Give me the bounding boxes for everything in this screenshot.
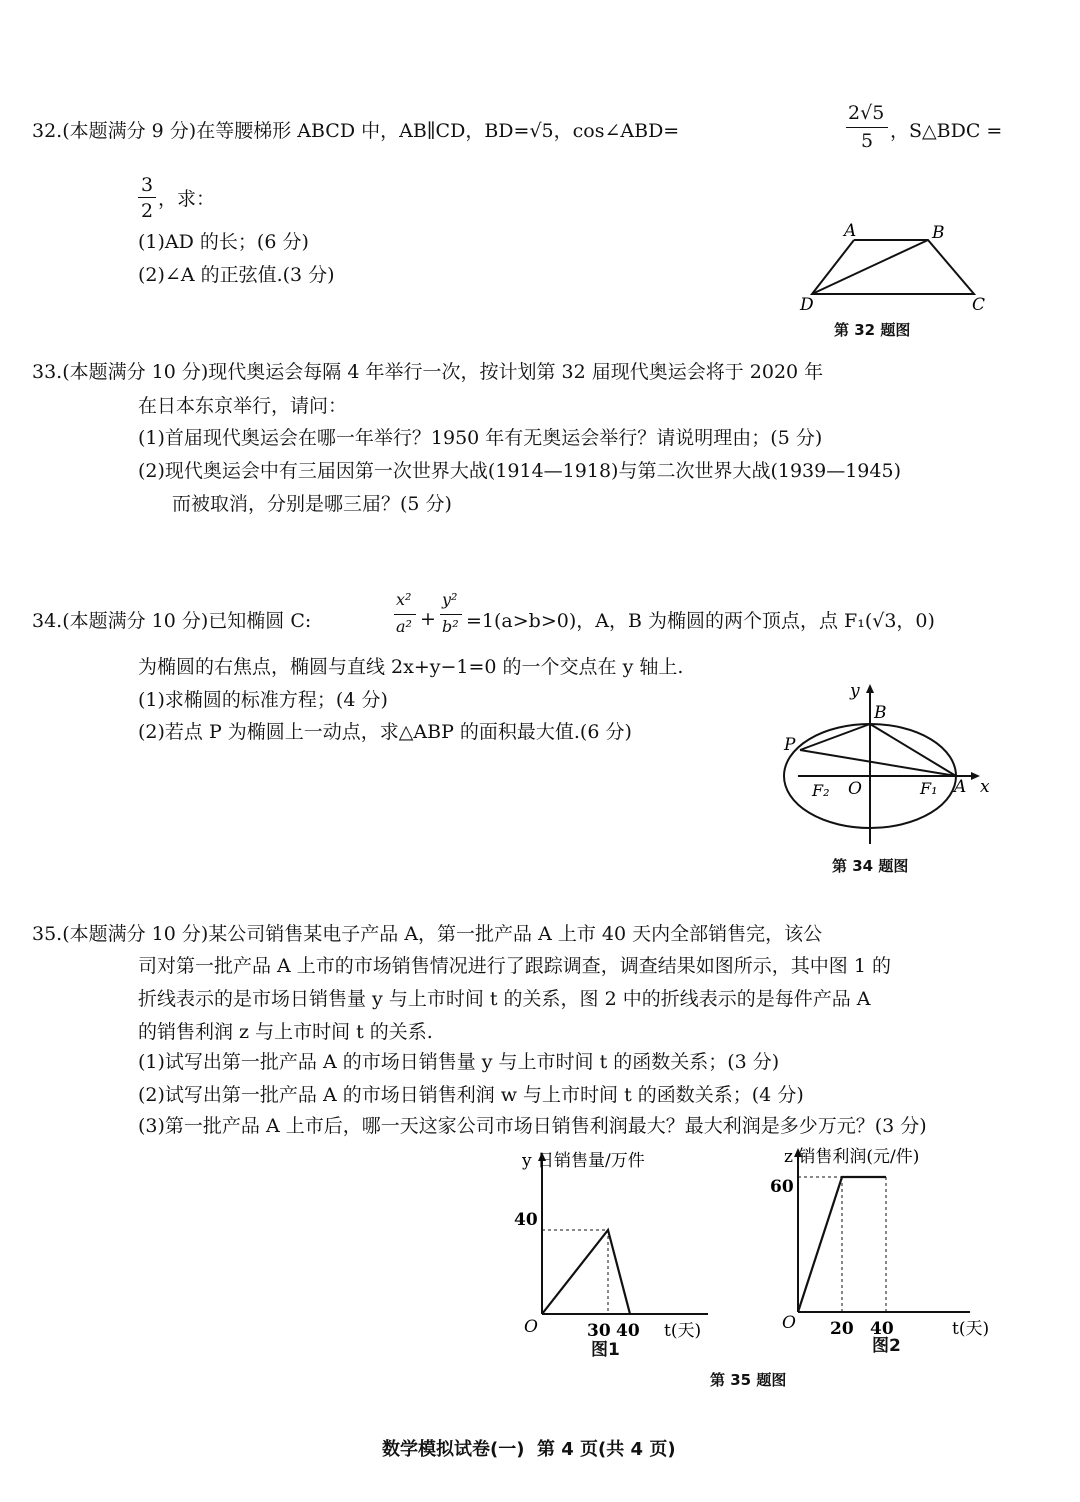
q32-frac2-den: 2 [141, 200, 154, 222]
q33-part2-cont: 而被取消，分别是哪三届？(5 分) [172, 493, 452, 515]
q34-caption: 第 34 题图 [832, 857, 909, 875]
q34-frac-y-den: b² [442, 617, 459, 636]
q34-frac-x-den: a² [396, 617, 412, 636]
q32-stem: 32.(本题满分 9 分)在等腰梯形 ABCD 中，AB∥CD，BD=√5，cos∠ABD= [32, 120, 680, 142]
chart1-origin: O [524, 1317, 538, 1337]
q34-line1b: =1(a>b>0)，A，B 为椭圆的两个顶点，点 F₁(√3，0) [466, 610, 935, 632]
q34-line1a: 34.(本题满分 10 分)已知椭圆 C: [32, 610, 312, 632]
q35-part1: (1)试写出第一批产品 A 的市场日销售量 y 与上市时间 t 的函数关系；(3 分) [138, 1051, 780, 1073]
q32-line1 [32, 122, 679, 141]
chart1-xtick-40: 40 [616, 1321, 640, 1341]
q33-line2: 在日本东京举行，请问： [138, 395, 348, 417]
q35-line3: 折线表示的是市场日销售量 y 与上市时间 t 的关系，图 2 中的折线表示的是每件产品 A [138, 988, 871, 1010]
q34-label-f2: F₂ [812, 781, 830, 800]
q34-label-o: O [848, 779, 862, 799]
q33-line1: 33.(本题满分 10 分)现代奥运会每隔 4 年举行一次，按计划第 32 届现代奥运会将于 2020 年 [32, 361, 824, 383]
chart1-ytick: 40 [514, 1210, 538, 1230]
q32-label-a: A [844, 221, 857, 241]
q32-diagonal-bd [812, 240, 928, 294]
q34-frac-y-num: y² [442, 590, 458, 609]
q34-plus: + [420, 608, 436, 630]
q34-frac-x-bar [394, 614, 416, 615]
q35-line2: 司对第一批产品 A 上市的市场销售情况进行了跟踪调查，调查结果如图所示，其中图 1 的 [138, 955, 891, 977]
q35-line4: 的销售利润 z 与上市时间 t 的关系. [138, 1021, 433, 1043]
q32-label-d: D [800, 295, 814, 315]
q32-part2: (2)∠A 的正弦值.(3 分) [138, 264, 335, 286]
q32-label-c: C [972, 295, 986, 315]
q34-line2: 为椭圆的右焦点，椭圆与直线 2x+y−1=0 的一个交点在 y 轴上. [138, 656, 684, 678]
q32-area-label: ，S△BDC = [890, 120, 1003, 142]
q34-label-x: x [980, 777, 990, 797]
q35-part3: (3)第一批产品 A 上市后，哪一天这家公司市场日销售利润最大？最大利润是多少万元？(3 分) [138, 1115, 927, 1137]
q35-fig1-caption: 图1 [591, 1340, 620, 1360]
q32-frac-den: 5 [861, 130, 874, 152]
chart2-origin: O [782, 1313, 796, 1333]
q32-caption: 第 32 题图 [834, 321, 911, 339]
q34-part2: (2)若点 P 为椭圆上一动点，求△ABP 的面积最大值.(6 分) [138, 721, 632, 743]
chart1-series-line [542, 1230, 630, 1314]
q32-frac2-num: 3 [141, 174, 154, 196]
q34-label-b: B [874, 703, 887, 723]
chart2-xlabel: t(天) [952, 1319, 990, 1339]
page-footer: 数学模拟试卷(一) 第 4 页(共 4 页) [382, 1439, 676, 1460]
q32-line2-rest: ，求： [158, 188, 216, 210]
chart2-xtick-40: 40 [870, 1319, 894, 1339]
q32-trapezoid-figure [800, 221, 1000, 315]
q35-line1: 35.(本题满分 10 分)某公司销售某电子产品 A，第一批产品 A 上市 40 天内全部销售完，该公 [32, 923, 823, 945]
q34-frac-y-bar [440, 614, 462, 615]
q32-trapezoid [812, 240, 974, 294]
chart1-xlabel: t(天) [664, 1321, 702, 1341]
q34-label-y: y [850, 681, 860, 701]
q35-caption: 第 35 题图 [710, 1371, 787, 1389]
q32-label-b: B [932, 223, 945, 243]
q32-frac-bar [846, 127, 888, 128]
q35-chart-1 [508, 1146, 728, 1356]
q32-part1: (1)AD 的长；(6 分) [138, 231, 309, 253]
q35-fig2-caption: 图2 [872, 1336, 901, 1356]
q34-part1: (1)求椭圆的标准方程；(4 分) [138, 689, 388, 711]
chart2-ylabel: z 销售利润(元/件) [784, 1147, 920, 1167]
q35-chart-2 [770, 1140, 1000, 1350]
q34-label-a: A [954, 777, 967, 797]
q32-frac-num: 2√5 [848, 102, 885, 124]
chart2-ytick: 60 [770, 1177, 794, 1197]
q34-label-f1: F₁ [920, 779, 938, 798]
q33-part1: (1)首届现代奥运会在哪一年举行？1950 年有无奥运会举行？请说明理由；(5 分) [138, 427, 823, 449]
chart1-xtick-30: 30 [587, 1321, 611, 1341]
q32-frac2-bar [138, 197, 156, 198]
q34-x-arrow [971, 772, 980, 780]
chart2-xtick-20: 20 [830, 1319, 854, 1339]
q35-part2: (2)试写出第一批产品 A 的市场日销售利润 w 与上市时间 t 的函数关系；(4 分) [138, 1084, 804, 1106]
q34-ellipse-figure [778, 676, 998, 856]
q33-part2: (2)现代奥运会中有三届因第一次世界大战(1914—1918)与第二次世界大战(1939—1945) [138, 460, 901, 482]
q34-label-p: P [784, 735, 796, 755]
q34-frac-x-num: x² [396, 590, 412, 609]
chart1-ylabel: y 日销售量/万件 [522, 1151, 645, 1171]
q34-y-arrow [866, 684, 874, 693]
